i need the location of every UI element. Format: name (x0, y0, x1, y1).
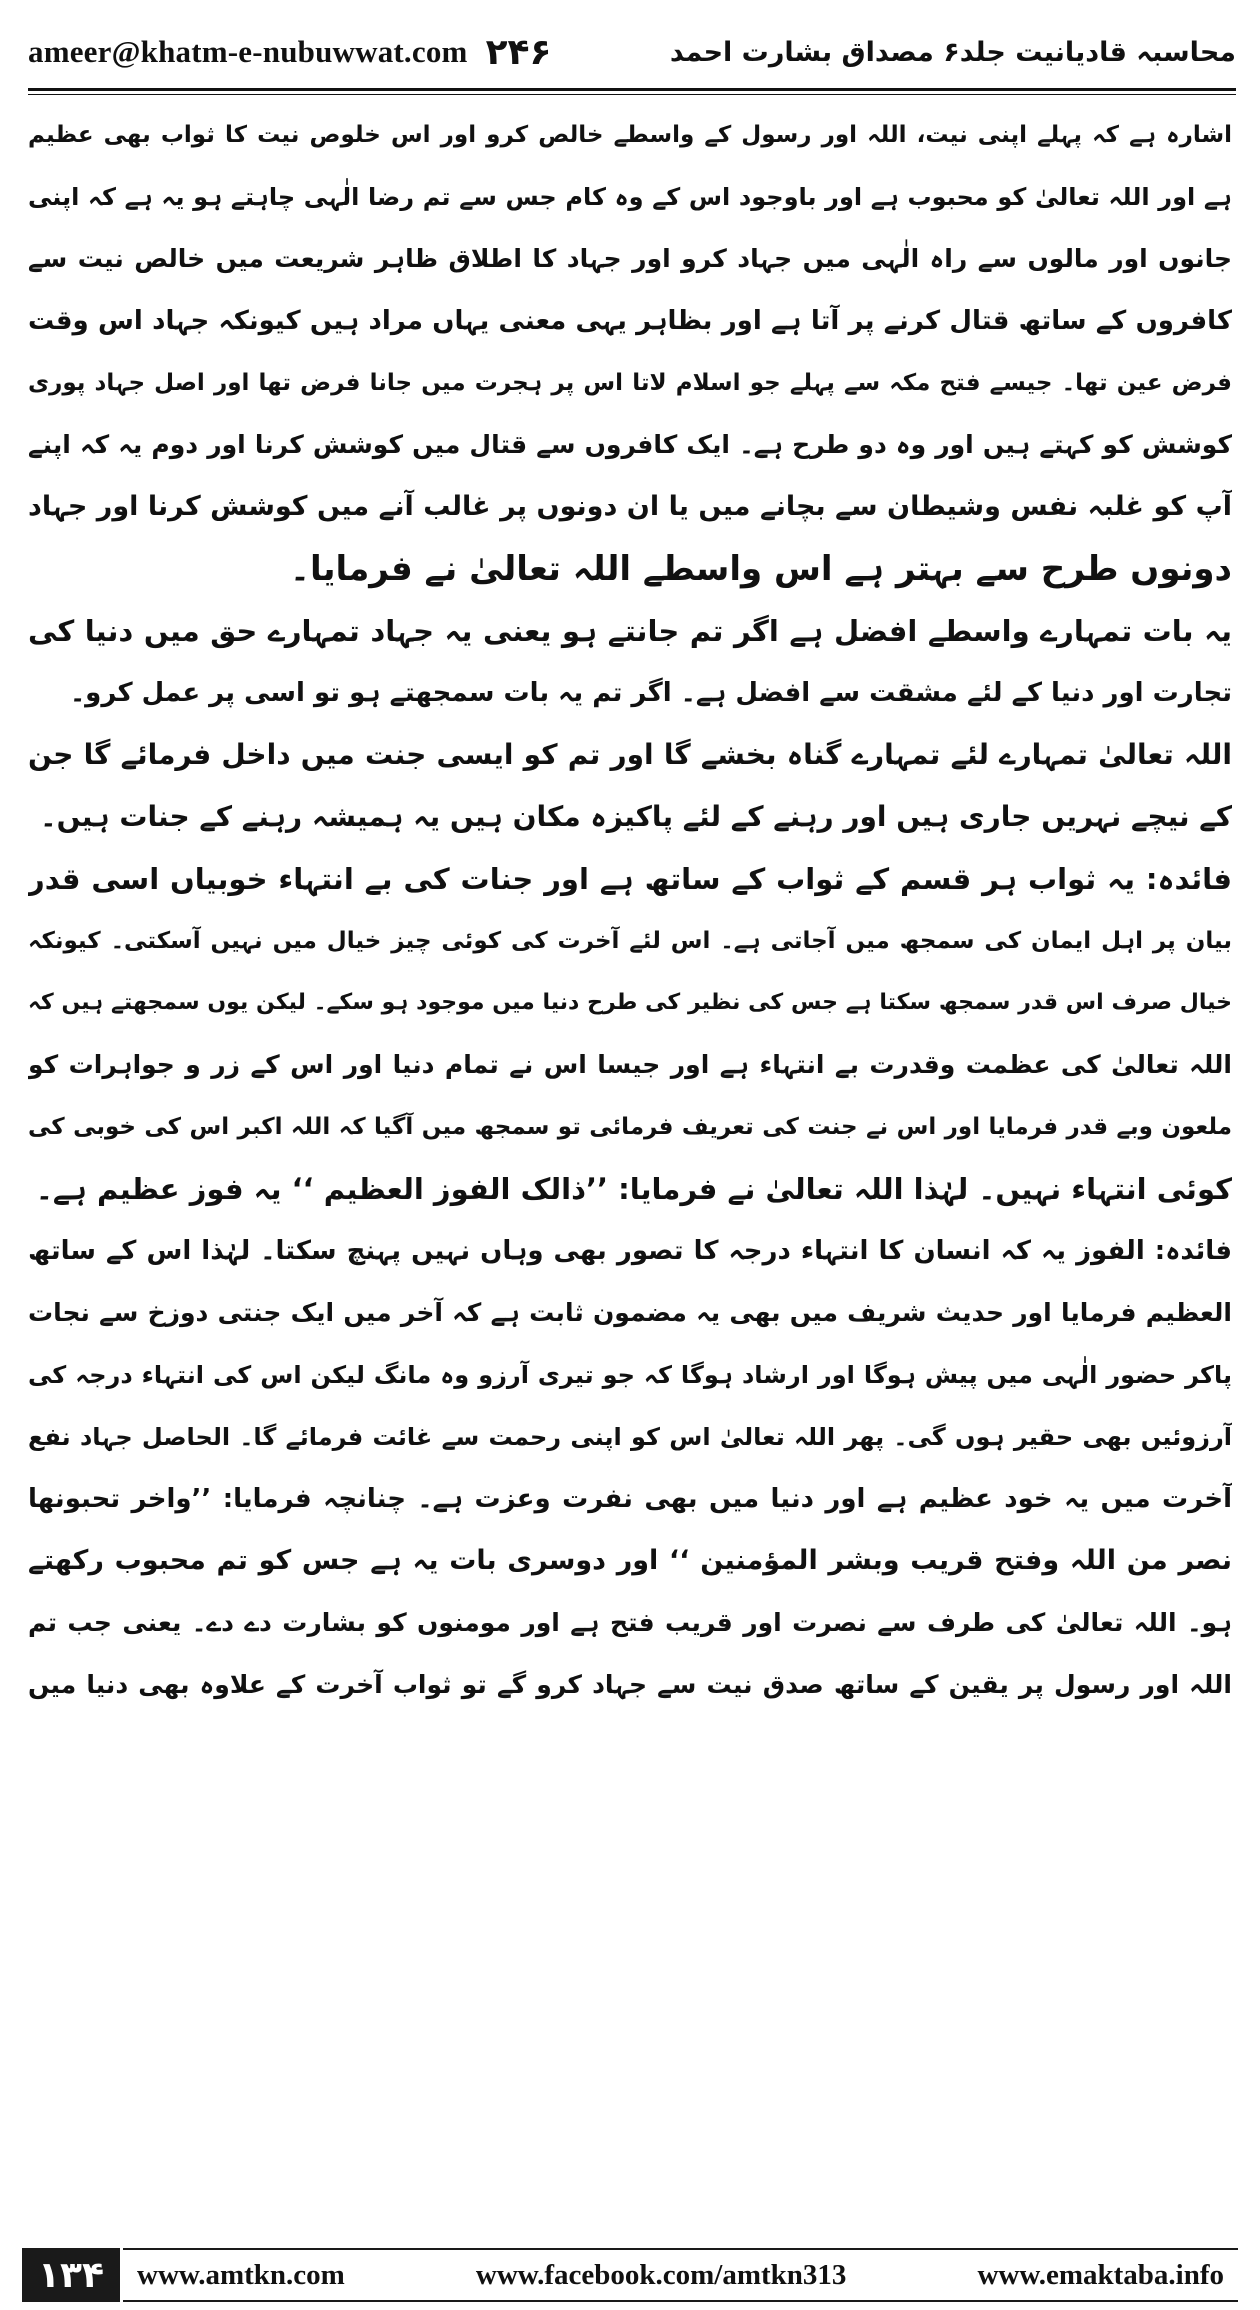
header-divider (28, 88, 1236, 91)
footer-link-facebook[interactable]: www.facebook.com/amtkn313 (475, 2258, 847, 2291)
footer-page-number: ۱۳۴ (22, 2248, 123, 2302)
footer-link-amtkn[interactable]: www.amtkn.com (137, 2258, 345, 2291)
text-line: فائدہ: یہ ثواب ہر قسم کے ثواب کے ساتھ ہے اور جنات کی بے انتہاء خوبیاں اسی قدر (28, 862, 1232, 896)
text-line: اشارہ ہے کہ پہلے اپنی نیت، اللہ اور رسول کے واسطے خالص کرو اور اس خلوص نیت کا ثواب بھی عظیم (28, 122, 1232, 148)
text-line: دونوں طرح سے بہتر ہے اس واسطے اللہ تعالیٰ نے فرمایا۔ (290, 549, 1232, 589)
header-title: محاسبہ قادیانیت جلد۶ مصداق بشارت احمد (669, 36, 1236, 68)
text-line: آرزوئیں بھی حقیر ہوں گی۔ پھر اللہ تعالیٰ اس کو اپنی رحمت سے غائت فرمائے گا۔ الحاصل جہاد نفع (28, 1423, 1232, 1451)
text-line: یہ بات تمہارے واسطے افضل ہے اگر تم جانتے ہو یعنی یہ جہاد تمہارے حق میں دنیا کی (28, 614, 1232, 648)
text-line: کافروں کے ساتھ قتال کرنے پر آتا ہے اور بظاہر یہی معنی یہاں مراد ہیں کیونکہ جہاد اس وقت (28, 306, 1232, 336)
text-line: خیال صرف اس قدر سمجھ سکتا ہے جس کی نظیر کی طرح دنیا میں موجود ہو سکے۔ لیکن یوں سمجھتے ہیں کہ (28, 990, 1232, 1015)
text-line: آخرت میں یہ خود عظیم ہے اور دنیا میں بھی نفرت وعزت ہے۔ چنانچہ فرمایا: ’’واخر تحبونها (28, 1484, 1232, 1514)
text-line: کوشش کو کہتے ہیں اور وہ دو طرح ہے۔ ایک کافروں سے قتال میں کوشش کرنا اور دوم یہ کہ اپنے (28, 430, 1232, 459)
footer-link-emaktaba[interactable]: www.emaktaba.info (977, 2258, 1224, 2291)
text-line: ہے اور اللہ تعالیٰ کو محبوب ہے اور باوجود اس کے وہ کام جس سے تم رضا الٰہی چاہتے ہو یہ ہے کہ اپنی (28, 183, 1232, 211)
text-line: اللہ تعالیٰ کی عظمت وقدرت بے انتہاء ہے اور جیسا اس نے تمام دنیا اور اس کے زر و جواہرات کو (28, 1050, 1232, 1079)
text-line: آپ کو غلبہ نفس وشیطان سے بچانے میں یا ان دونوں پر غالب آنے میں کوشش کرنا اور جہاد (28, 491, 1232, 522)
text-line: نصر من اللہ وفتح قریب وبشر المؤمنین ‘‘ اور دوسری بات یہ ہے جس کو تم محبوب رکھتے (28, 1545, 1232, 1576)
text-line: اللہ اور رسول پر یقین کے ساتھ صدق نیت سے جہاد کرو گے تو ثواب آخرت کے علاوہ بھی دنیا میں (28, 1670, 1232, 1699)
footer-links (123, 2248, 1238, 2302)
text-line: پاکر حضور الٰہی میں پیش ہوگا اور ارشاد ہوگا کہ جو تیری آرزو وہ مانگ لیکن اس کی انتہاء درجہ کی (28, 1361, 1232, 1389)
text-line: ملعون وبے قدر فرمایا اور اس نے جنت کی تعریف فرمائی تو سمجھ میں آگیا کہ اللہ اکبر اس کی خوبی کی (28, 1114, 1232, 1140)
text-line: فائدہ: الفوز یہ کہ انسان کا انتہاء درجہ کا تصور بھی وہاں نہیں پہنچ سکتا۔ لہٰذا اس کے ساتھ (28, 1236, 1232, 1266)
header-divider-thin (28, 94, 1236, 95)
body-text (28, 104, 1232, 2184)
text-line: کے نیچے نہریں جاری ہیں اور رہنے کے لئے پاکیزہ مکان ہیں یہ ہمیشہ رہنے کے جنات ہیں۔ (40, 800, 1232, 833)
header-page-number: ۲۴۶ (485, 31, 552, 73)
text-line: ہو۔ اللہ تعالیٰ کی طرف سے نصرت اور قریب فتح ہے اور مومنوں کو بشارت دے دے۔ یعنی جب تم (28, 1608, 1232, 1637)
text-line: فرض عین تھا۔ جیسے فتح مکہ سے پہلے جو اسلام لاتا اس پر ہجرت میں جانا فرض تھا اور اصل جہاد پوری (28, 370, 1232, 396)
text-line: تجارت اور دنیا کے لئے مشقت سے افضل ہے۔ اگر تم یہ بات سمجھتے ہو تو اسی پر عمل کرو۔ (69, 678, 1232, 708)
page-header (28, 20, 1236, 84)
text-line: اللہ تعالیٰ تمہارے لئے تمہارے گناہ بخشے گا اور تم کو ایسی جنت میں داخل فرمائے گا جن (28, 738, 1232, 771)
text-line: جانوں اور مالوں سے راہ الٰہی میں جہاد کرو اور جہاد کا اطلاق ظاہر شریعت میں خالص نیت سے (28, 244, 1232, 273)
text-line: کوئی انتہاء نہیں۔ لہٰذا اللہ تعالیٰ نے فرمایا: ’’ذالک الفوز العظیم ‘‘ یہ فوز عظیم ہے۔ (35, 1172, 1232, 1206)
page-footer (22, 2248, 1238, 2302)
text-line: العظیم فرمایا اور حدیث شریف میں بھی یہ مضمون ثابت ہے کہ آخر میں ایک جنتی دوزخ سے نجات (28, 1298, 1232, 1327)
text-line: بیان پر اہل ایمان کی سمجھ میں آجاتی ہے۔ اس لئے آخرت کی کوئی چیز خیال میں نہیں آسکتی۔ کیونکہ (28, 928, 1232, 954)
header-email: ameer@khatm-e-nubuwwat.com (28, 34, 468, 69)
